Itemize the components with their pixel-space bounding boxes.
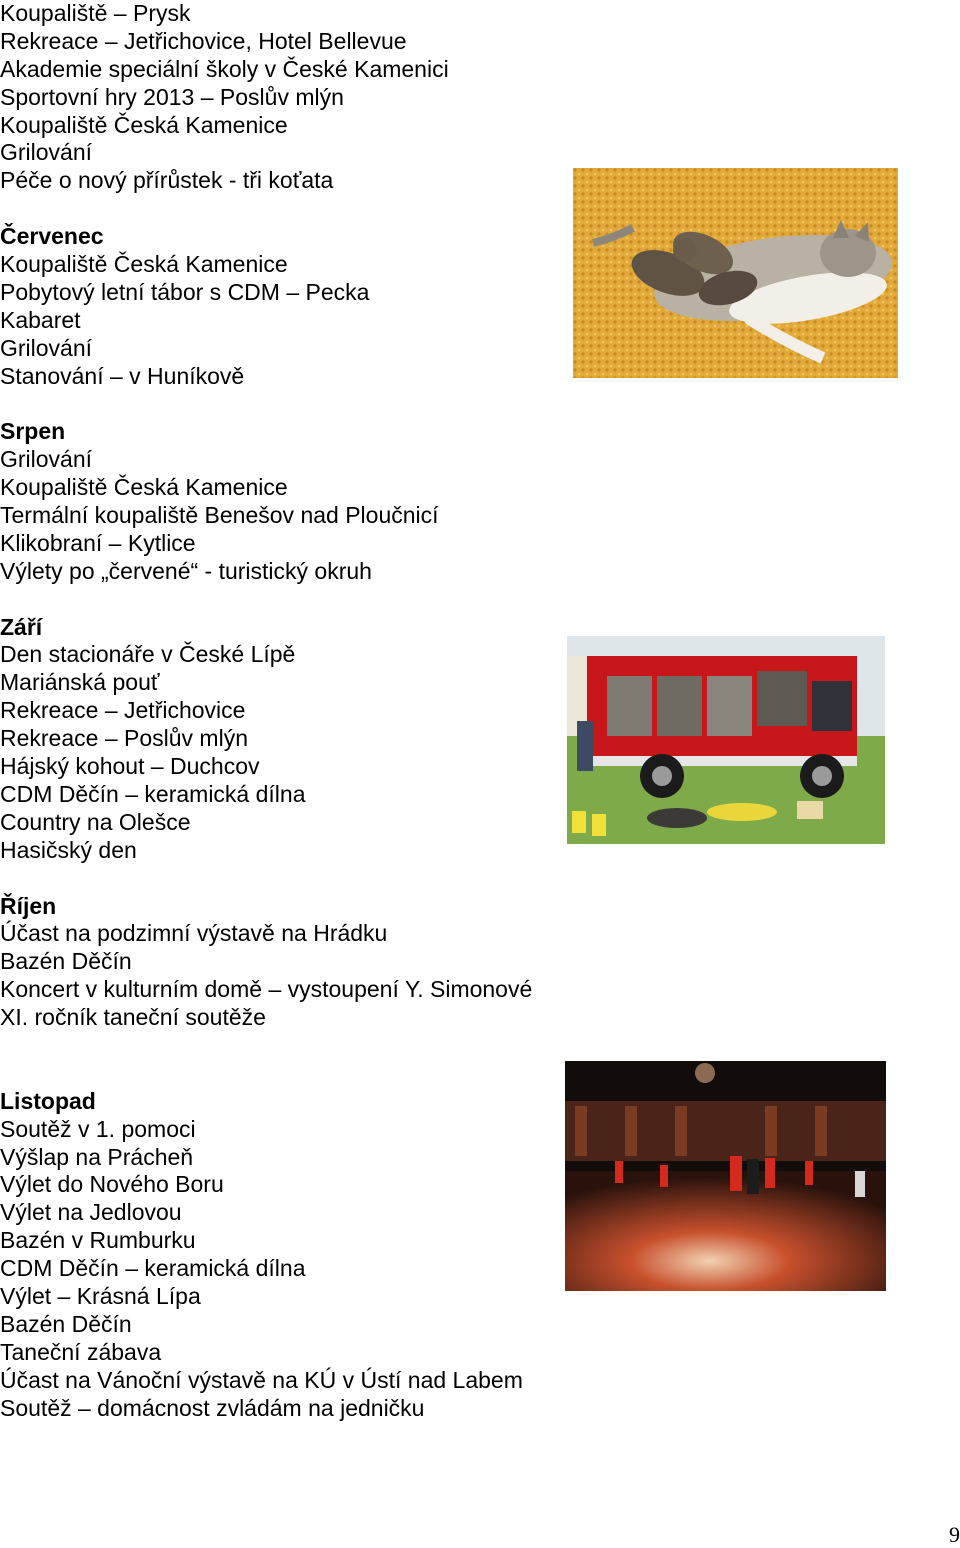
list-item: Taneční zábava (0, 1338, 162, 1365)
list-item: Termální koupaliště Benešov nad Ploučnicí (0, 502, 439, 529)
list-item: Kabaret (0, 306, 81, 333)
list-item: Výlet do Nového Boru (0, 1171, 224, 1198)
spacer (0, 1060, 565, 1088)
photo-cat-with-kittens (573, 168, 898, 378)
list-item: Pobytový letní tábor s CDM – Pecka (0, 278, 370, 305)
list-item: Koupaliště Česká Kamenice (0, 474, 288, 501)
list-item: Výlet na Jedlovou (0, 1199, 182, 1226)
month-heading-srpen: Srpen (0, 418, 66, 445)
list-item: Grilování (0, 334, 93, 361)
list-item: Výlet – Krásná Lípa (0, 1282, 201, 1309)
list-item: CDM Děčín – keramická dílna (0, 1255, 306, 1282)
list-item: Rekreace – Jetřichovice (0, 697, 246, 724)
list-item: CDM Děčín – keramická dílna (0, 780, 306, 807)
list-item: Soutěž – domácnost zvládám na jedničku (0, 1394, 425, 1421)
list-item: Bazén Děčín (0, 948, 132, 975)
list-item: Mariánská pouť (0, 669, 160, 696)
spacer (0, 1032, 565, 1060)
list-item: Účast na Vánoční výstavě na KÚ v Ústí nad Labem (0, 1366, 523, 1393)
spacer (0, 586, 565, 614)
list-item: Bazén v Rumburku (0, 1227, 196, 1254)
month-heading-rijen: Říjen (0, 892, 57, 919)
spacer (0, 865, 565, 893)
photo-dance-competition (565, 1061, 886, 1291)
list-item: Country na Olešce (0, 808, 191, 835)
list-item: Hájský kohout – Duchcov (0, 753, 260, 780)
list-item: Stanování – v Huníkově (0, 362, 245, 389)
list-item: Koncert v kulturním domě – vystoupení Y. Simonové (0, 976, 533, 1003)
list-item: XI. ročník taneční soutěže (0, 1004, 266, 1031)
month-heading-listopad: Listopad (0, 1087, 96, 1114)
list-item: Účast na podzimní výstavě na Hrádku (0, 920, 388, 947)
list-item: Grilování (0, 446, 93, 473)
list-item: Výšlap na Prácheň (0, 1143, 194, 1170)
list-item: Bazén Děčín (0, 1310, 132, 1337)
spacer (0, 195, 565, 223)
list-item: Koupaliště Česká Kamenice (0, 111, 288, 138)
list-item: Grilování (0, 139, 93, 166)
list-item: Akademie speciální školy v České Kamenici (0, 55, 449, 82)
list-item: Den stacionáře v České Lípě (0, 641, 296, 668)
month-heading-cervenec: Červenec (0, 223, 104, 250)
list-item: Soutěž v 1. pomoci (0, 1115, 196, 1142)
month-heading-zari: Září (0, 613, 43, 640)
list-item: Rekreace – Jetřichovice, Hotel Bellevue (0, 27, 407, 54)
page-number: 9 (949, 1522, 960, 1547)
list-item: Výlety po „červené“ - turistický okruh (0, 557, 372, 584)
spacer (0, 390, 565, 418)
list-item: Péče o nový přírůstek - tři koťata (0, 167, 334, 194)
list-item: Koupaliště Česká Kamenice (0, 251, 288, 278)
list-item: Hasičský den (0, 836, 137, 863)
list-item: Klikobraní – Kytlice (0, 529, 196, 556)
photo-fire-truck (567, 636, 885, 844)
list-item: Koupaliště – Prysk (0, 0, 191, 26)
list-item: Sportovní hry 2013 – Poslův mlýn (0, 83, 344, 110)
list-item: Rekreace – Poslův mlýn (0, 725, 248, 752)
